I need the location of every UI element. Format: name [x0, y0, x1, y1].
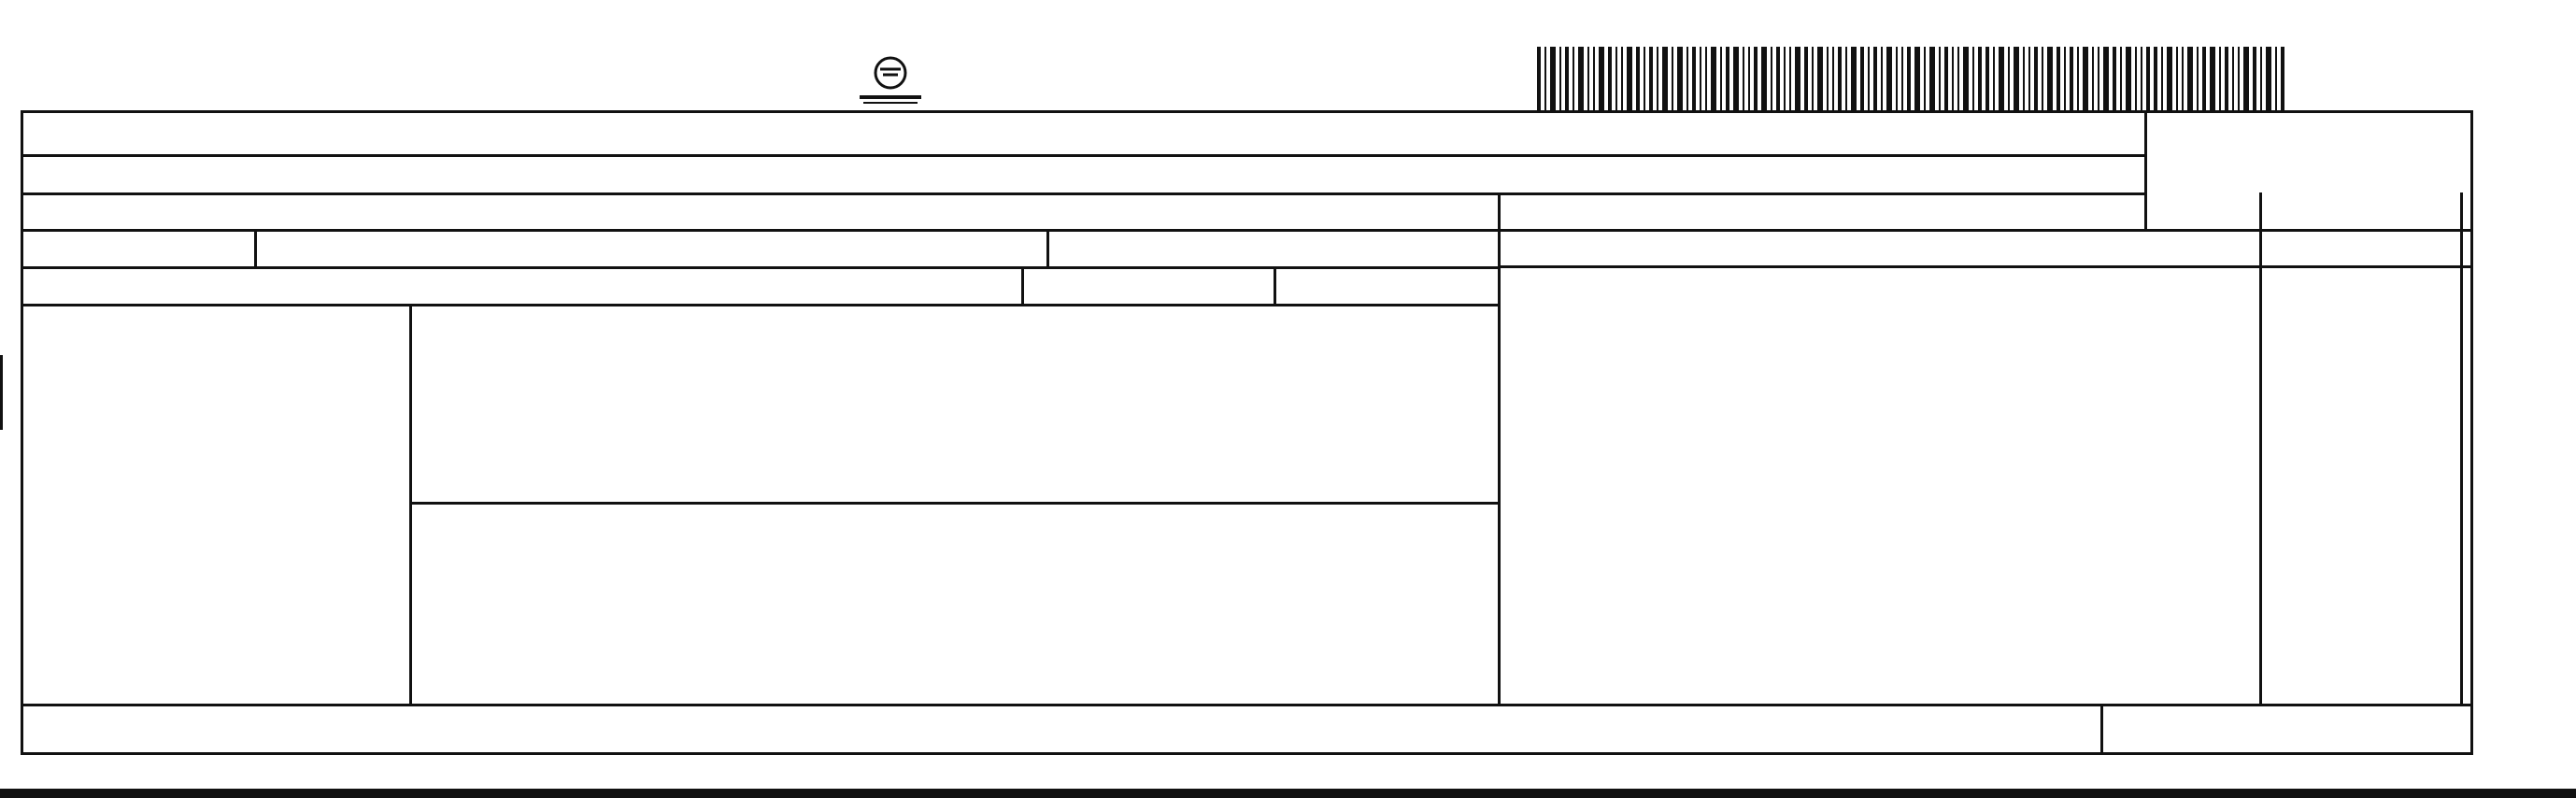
divider — [21, 192, 2144, 195]
barcode — [1537, 47, 2284, 110]
divider — [254, 229, 257, 266]
divider — [21, 266, 1500, 269]
divider — [1021, 266, 1024, 304]
divider — [21, 704, 2473, 706]
certipostal-logo — [858, 54, 923, 108]
divider — [1046, 229, 1049, 266]
admision-row — [1056, 233, 1069, 264]
divider — [21, 154, 2144, 157]
form-frame — [21, 110, 2473, 755]
divider — [1498, 192, 1501, 704]
divider — [2460, 192, 2463, 704]
divider — [21, 304, 1500, 306]
bottom-rule — [0, 789, 2576, 798]
divider — [1500, 265, 2473, 268]
divider — [2259, 192, 2262, 704]
left-margin-mark — [0, 355, 3, 430]
divider — [409, 502, 1500, 505]
divider — [1274, 266, 1276, 304]
documento-row — [263, 233, 280, 264]
divider — [409, 304, 412, 704]
divider — [2100, 704, 2103, 755]
divider — [2144, 110, 2147, 232]
divider — [21, 229, 2473, 232]
